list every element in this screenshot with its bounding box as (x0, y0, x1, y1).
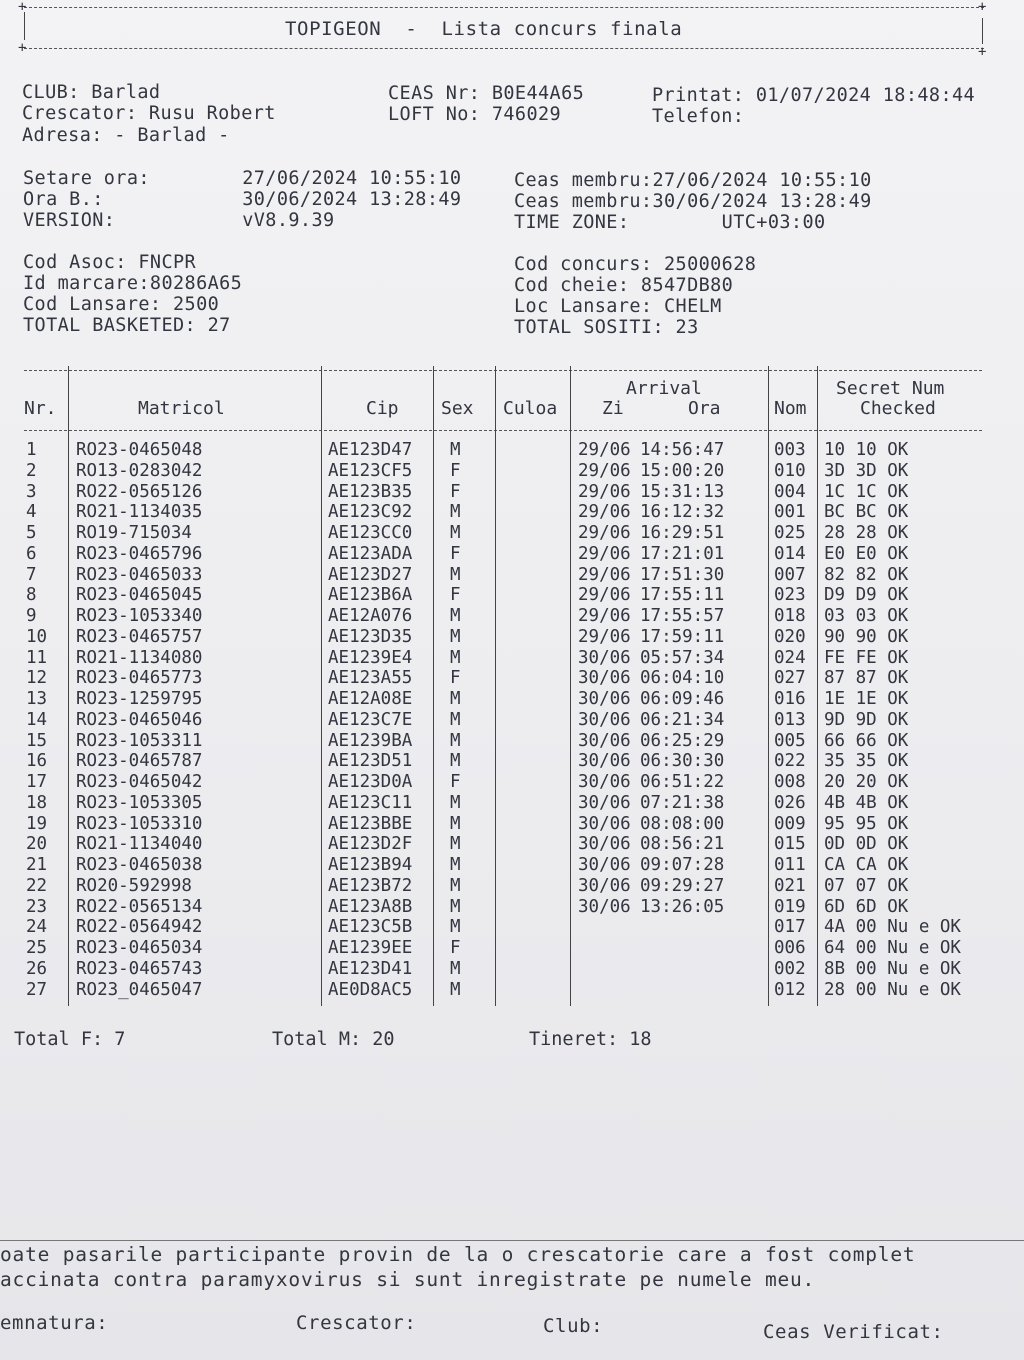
table-row (0, 585, 1024, 606)
row-sex: M (450, 606, 461, 626)
cod-asoc-label: Cod Asoc: FNCPR (23, 252, 197, 273)
declaration-line-2: accinata contra paramyxovirus si sunt inregistrate pe numele meu. (0, 1268, 816, 1291)
row-secret-checked: 28 28 OK (824, 523, 909, 543)
table-row (0, 710, 1024, 731)
table-row (0, 980, 1024, 1001)
row-nom: 021 (774, 875, 806, 896)
corner-mark: + (18, 40, 27, 56)
table-row (0, 482, 1024, 503)
row-matricol: RO23-0465046 (76, 709, 203, 730)
cod-lansare-label: Cod Lansare: 2500 (23, 294, 220, 315)
row-matricol: RO23-0465773 (76, 668, 203, 689)
row-cip: AE123D0A (328, 772, 413, 792)
col-header-matricol: Matricol (138, 398, 225, 419)
row-zi: 29/06 (578, 502, 631, 523)
row-ora: 13:26:05 (640, 896, 725, 917)
loft-no-label: LOFT No: 746029 (388, 104, 562, 125)
row-sex: M (450, 896, 461, 917)
row-nom: 018 (774, 606, 806, 626)
row-ora: 06:21:34 (640, 709, 725, 730)
row-nr: 19 (26, 813, 48, 834)
row-nom: 014 (774, 543, 806, 564)
row-secret-checked: 64 00 Nu e OK (824, 938, 961, 958)
row-ora: 09:29:27 (640, 875, 725, 896)
row-cip: AE123A8B (328, 896, 413, 917)
row-zi: 30/06 (578, 875, 631, 896)
row-ora: 08:08:00 (640, 813, 725, 834)
row-nom: 026 (774, 792, 806, 813)
row-sex: M (450, 626, 461, 647)
table-row (0, 523, 1024, 544)
row-nom: 001 (774, 502, 806, 523)
row-nr: 3 (26, 481, 37, 502)
title-right-rule (982, 18, 983, 44)
table-row (0, 606, 1024, 627)
row-nr: 2 (26, 460, 37, 481)
row-ora: 14:56:47 (640, 440, 725, 460)
row-ora: 17:51:30 (640, 564, 725, 585)
row-secret-checked: E0 E0 OK (824, 543, 909, 564)
row-sex: F (450, 585, 461, 606)
row-matricol: RO23-0465048 (76, 440, 203, 460)
row-cip: AE12A08E (328, 689, 413, 709)
row-zi: 29/06 (578, 460, 631, 481)
row-cip: AE123B94 (328, 855, 413, 875)
corner-mark: + (18, 0, 27, 15)
row-nr: 24 (26, 917, 48, 938)
row-secret-checked: 4A 00 Nu e OK (824, 917, 961, 938)
row-zi: 29/06 (578, 606, 631, 626)
row-ora: 17:21:01 (640, 543, 725, 564)
row-cip: AE123D41 (328, 958, 413, 979)
row-secret-checked: D9 D9 OK (824, 585, 909, 606)
row-nom: 015 (774, 834, 806, 855)
row-nr: 5 (26, 523, 37, 543)
row-nr: 14 (26, 709, 48, 730)
row-zi: 30/06 (578, 751, 631, 772)
col-header-nr: Nr. (24, 398, 57, 419)
row-zi: 29/06 (578, 626, 631, 647)
ceas-membru-1: Ceas membru:27/06/2024 10:55:10 (514, 170, 872, 191)
col-header-zi: Zi (602, 398, 624, 419)
row-ora: 06:04:10 (640, 668, 725, 689)
row-zi: 30/06 (578, 730, 631, 751)
row-nom: 009 (774, 813, 806, 834)
row-matricol: RO23-0465034 (76, 938, 203, 958)
crescator-label: Crescator: Rusu Robert (22, 103, 276, 124)
row-sex: M (450, 730, 461, 751)
row-matricol: RO13-0283042 (76, 460, 203, 481)
row-ora: 07:21:38 (640, 792, 725, 813)
table-row (0, 751, 1024, 772)
col-header-checked: Checked (860, 398, 936, 419)
row-zi: 29/06 (578, 564, 631, 585)
row-matricol: RO20-592998 (76, 875, 192, 896)
row-nom: 004 (774, 481, 806, 502)
row-ora: 09:07:28 (640, 855, 725, 875)
row-matricol: RO22-0565126 (76, 481, 203, 502)
row-secret-checked: 3D 3D OK (824, 460, 909, 481)
row-cip: AE123D51 (328, 751, 413, 772)
row-matricol: RO21-1134035 (76, 502, 203, 523)
row-nr: 7 (26, 564, 37, 585)
row-nom: 012 (774, 979, 806, 1000)
row-ora: 16:29:51 (640, 523, 725, 543)
id-marcare-label: Id marcare:80286A65 (23, 273, 243, 294)
table-row (0, 648, 1024, 669)
row-ora: 17:55:57 (640, 606, 725, 626)
title-left-rule (24, 12, 25, 40)
row-cip: AE123D47 (328, 440, 413, 460)
table-row (0, 876, 1024, 897)
row-nr: 26 (26, 958, 48, 979)
row-zi: 30/06 (578, 792, 631, 813)
telefon-label: Telefon: (652, 106, 745, 127)
row-nom: 011 (774, 855, 806, 875)
row-zi: 30/06 (578, 813, 631, 834)
table-row (0, 793, 1024, 814)
row-ora: 06:51:22 (640, 772, 725, 792)
row-zi: 29/06 (578, 523, 631, 543)
row-sex: M (450, 834, 461, 855)
row-matricol: RO23-1053311 (76, 730, 203, 751)
row-zi: 30/06 (578, 855, 631, 875)
row-secret-checked: 07 07 OK (824, 875, 909, 896)
semnatura-label: emnatura: (0, 1312, 109, 1334)
row-zi: 30/06 (578, 668, 631, 689)
row-nom: 023 (774, 585, 806, 606)
row-matricol: RO23-1259795 (76, 689, 203, 709)
table-row (0, 855, 1024, 876)
col-header-culoa: Culoa (503, 398, 558, 419)
total-basketed-label: TOTAL BASKETED: 27 (23, 315, 231, 336)
row-nr: 4 (26, 502, 37, 523)
row-zi: 29/06 (578, 543, 631, 564)
row-nr: 10 (26, 626, 48, 647)
table-row (0, 440, 1024, 461)
row-nom: 010 (774, 460, 806, 481)
row-secret-checked: 1C 1C OK (824, 481, 909, 502)
row-sex: M (450, 875, 461, 896)
crescator-sign-label: Crescator: (296, 1312, 417, 1334)
table-row (0, 689, 1024, 710)
row-matricol: RO23-0465757 (76, 626, 203, 647)
table-row (0, 834, 1024, 855)
row-cip: AE123C92 (328, 502, 413, 523)
row-nom: 016 (774, 689, 806, 709)
row-sex: M (450, 751, 461, 772)
row-cip: AE1239EE (328, 938, 413, 958)
row-secret-checked: 1E 1E OK (824, 689, 909, 709)
row-zi: 29/06 (578, 440, 631, 460)
col-header-secret-num: Secret Num (836, 378, 945, 399)
row-matricol: RO21-1134040 (76, 834, 203, 855)
title-bottom-rule (24, 48, 984, 49)
row-ora: 08:56:21 (640, 834, 725, 855)
row-ora: 06:25:29 (640, 730, 725, 751)
corner-mark: + (978, 0, 987, 15)
row-matricol: RO21-1134080 (76, 647, 203, 668)
row-sex: M (450, 958, 461, 979)
row-zi: 30/06 (578, 689, 631, 709)
row-secret-checked: FE FE OK (824, 647, 909, 668)
time-zone-label: TIME ZONE: UTC+03:00 (514, 212, 826, 233)
ceas-nr-label: CEAS Nr: B0E44A65 (388, 83, 585, 104)
row-sex: M (450, 792, 461, 813)
row-zi: 30/06 (578, 709, 631, 730)
row-cip: AE123B72 (328, 875, 413, 896)
row-cip: AE1239E4 (328, 647, 413, 668)
row-zi: 29/06 (578, 481, 631, 502)
row-zi: 30/06 (578, 772, 631, 792)
row-nom: 017 (774, 917, 806, 938)
row-cip: AE123D35 (328, 626, 413, 647)
row-nr: 8 (26, 585, 37, 606)
col-header-ora: Ora (688, 398, 721, 419)
row-cip: AE123B35 (328, 481, 413, 502)
row-ora: 15:00:20 (640, 460, 725, 481)
row-secret-checked: 87 87 OK (824, 668, 909, 689)
table-row (0, 668, 1024, 689)
club-label: CLUB: Barlad (22, 82, 161, 103)
table-header-top-rule (24, 370, 982, 371)
row-zi: 30/06 (578, 896, 631, 917)
row-sex: M (450, 709, 461, 730)
row-matricol: RO22-0564942 (76, 917, 203, 938)
row-zi: 29/06 (578, 585, 631, 606)
row-sex: F (450, 481, 461, 502)
table-row (0, 502, 1024, 523)
row-sex: M (450, 523, 461, 543)
row-secret-checked: CA CA OK (824, 855, 909, 875)
row-zi: 30/06 (578, 647, 631, 668)
row-nom: 003 (774, 440, 806, 460)
row-nr: 16 (26, 751, 48, 772)
row-nr: 1 (26, 440, 37, 460)
row-cip: AE123BBE (328, 813, 413, 834)
row-nom: 005 (774, 730, 806, 751)
row-nom: 006 (774, 938, 806, 958)
title-top-rule (24, 7, 984, 8)
row-sex: M (450, 813, 461, 834)
declaration-line-1: oate pasarile participante provin de la o crescatorie care a fost complet (0, 1243, 916, 1266)
row-sex: M (450, 979, 461, 1000)
row-nr: 25 (26, 938, 48, 958)
row-sex: M (450, 917, 461, 938)
row-nom: 008 (774, 772, 806, 792)
row-sex: F (450, 460, 461, 481)
row-cip: AE123CC0 (328, 523, 413, 543)
table-row (0, 959, 1024, 980)
row-ora: 05:57:34 (640, 647, 725, 668)
row-nom: 002 (774, 958, 806, 979)
club-sign-label: Club: (543, 1315, 604, 1337)
row-nr: 23 (26, 896, 48, 917)
cod-cheie-label: Cod cheie: 8547DB80 (514, 275, 734, 296)
row-cip: AE123C7E (328, 709, 413, 730)
row-cip: AE123A55 (328, 668, 413, 689)
row-secret-checked: 90 90 OK (824, 626, 909, 647)
tineret: Tineret: 18 (529, 1029, 652, 1050)
row-secret-checked: 10 10 OK (824, 440, 909, 460)
row-matricol: RO22-0565134 (76, 896, 203, 917)
row-matricol: RO23-1053305 (76, 792, 203, 813)
row-nr: 6 (26, 543, 37, 564)
row-nom: 027 (774, 668, 806, 689)
table-row (0, 565, 1024, 586)
corner-mark: + (978, 44, 987, 60)
row-secret-checked: 9D 9D OK (824, 709, 909, 730)
col-header-nom: Nom (774, 398, 807, 419)
row-matricol: RO19-715034 (76, 523, 192, 543)
row-matricol: RO23-0465033 (76, 564, 203, 585)
row-secret-checked: 82 82 OK (824, 564, 909, 585)
table-row (0, 814, 1024, 835)
row-ora: 17:59:11 (640, 626, 725, 647)
table-row (0, 731, 1024, 752)
row-sex: M (450, 689, 461, 709)
row-matricol: RO23-1053340 (76, 606, 203, 626)
row-nr: 12 (26, 668, 48, 689)
row-secret-checked: 95 95 OK (824, 813, 909, 834)
row-cip: AE123D2F (328, 834, 413, 855)
row-matricol: RO23-0465045 (76, 585, 203, 606)
adresa-label: Adresa: - Barlad - (22, 125, 230, 146)
page-title: TOPIGEON - Lista concurs finala (285, 18, 683, 40)
row-ora: 06:09:46 (640, 689, 725, 709)
table-row (0, 461, 1024, 482)
row-nr: 15 (26, 730, 48, 751)
row-matricol: RO23-0465787 (76, 751, 203, 772)
row-nr: 22 (26, 875, 48, 896)
row-matricol: RO23-0465796 (76, 543, 203, 564)
version-label: VERSION: vV8.9.39 (23, 210, 335, 231)
row-nr: 27 (26, 979, 48, 1000)
total-sositi-label: TOTAL SOSITI: 23 (514, 317, 699, 338)
col-header-arrival: Arrival (626, 378, 702, 399)
row-nom: 024 (774, 647, 806, 668)
row-sex: M (450, 440, 461, 460)
row-matricol: RO23-0465743 (76, 958, 203, 979)
ceas-membru-2: Ceas membru:30/06/2024 13:28:49 (514, 191, 872, 212)
row-nom: 025 (774, 523, 806, 543)
ceas-verificat-label: Ceas Verificat: (763, 1321, 944, 1343)
footer-rule (0, 1240, 1024, 1241)
table-header-bottom-rule (24, 430, 982, 431)
row-sex: F (450, 772, 461, 792)
row-cip: AE123B6A (328, 585, 413, 606)
row-sex: M (450, 502, 461, 523)
row-secret-checked: 66 66 OK (824, 730, 909, 751)
row-nr: 9 (26, 606, 37, 626)
row-cip: AE12A076 (328, 606, 413, 626)
row-nr: 17 (26, 772, 48, 792)
row-sex: M (450, 855, 461, 875)
table-row (0, 917, 1024, 938)
row-secret-checked: 6D 6D OK (824, 896, 909, 917)
cod-concurs-label: Cod concurs: 25000628 (514, 254, 757, 275)
row-secret-checked: 0D 0D OK (824, 834, 909, 855)
printat-label: Printat: 01/07/2024 18:48:44 (652, 85, 976, 106)
row-cip: AE123C5B (328, 917, 413, 938)
row-ora: 16:12:32 (640, 502, 725, 523)
row-cip: AE1239BA (328, 730, 413, 751)
row-secret-checked: 8B 00 Nu e OK (824, 958, 961, 979)
row-ora: 06:30:30 (640, 751, 725, 772)
row-secret-checked: 4B 4B OK (824, 792, 909, 813)
row-ora: 15:31:13 (640, 481, 725, 502)
row-nr: 20 (26, 834, 48, 855)
table-row (0, 938, 1024, 959)
row-sex: F (450, 668, 461, 689)
ora-b-label: Ora B.: 30/06/2024 13:28:49 (23, 189, 462, 210)
row-cip: AE123CF5 (328, 460, 413, 481)
row-matricol: RO23-0465038 (76, 855, 203, 875)
row-nr: 11 (26, 647, 48, 668)
table-row (0, 897, 1024, 918)
setare-ora-label: Setare ora: 27/06/2024 10:55:10 (23, 168, 462, 189)
total-f: Total F: 7 (14, 1029, 126, 1050)
row-sex: M (450, 564, 461, 585)
row-cip: AE123ADA (328, 543, 413, 564)
row-secret-checked: 20 20 OK (824, 772, 909, 792)
row-nom: 013 (774, 709, 806, 730)
col-header-sex: Sex (441, 398, 474, 419)
row-cip: AE0D8AC5 (328, 979, 413, 1000)
row-ora: 17:55:11 (640, 585, 725, 606)
row-nom: 007 (774, 564, 806, 585)
table-row (0, 772, 1024, 793)
row-nom: 019 (774, 896, 806, 917)
row-nom: 020 (774, 626, 806, 647)
row-sex: F (450, 543, 461, 564)
col-header-cip: Cip (366, 398, 399, 419)
row-sex: F (450, 938, 461, 958)
row-cip: AE123D27 (328, 564, 413, 585)
row-secret-checked: 03 03 OK (824, 606, 909, 626)
table-row (0, 627, 1024, 648)
row-cip: AE123C11 (328, 792, 413, 813)
row-secret-checked: 28 00 Nu e OK (824, 979, 961, 1000)
row-zi: 30/06 (578, 834, 631, 855)
row-matricol: RO23_0465047 (76, 979, 203, 1000)
row-nr: 13 (26, 689, 48, 709)
row-secret-checked: BC BC OK (824, 502, 909, 523)
table-row (0, 544, 1024, 565)
row-matricol: RO23-0465042 (76, 772, 203, 792)
row-nr: 21 (26, 855, 48, 875)
row-matricol: RO23-1053310 (76, 813, 203, 834)
total-m: Total M: 20 (272, 1029, 395, 1050)
row-nom: 022 (774, 751, 806, 772)
row-sex: M (450, 647, 461, 668)
row-nr: 18 (26, 792, 48, 813)
row-secret-checked: 35 35 OK (824, 751, 909, 772)
loc-lansare-label: Loc Lansare: CHELM (514, 296, 722, 317)
